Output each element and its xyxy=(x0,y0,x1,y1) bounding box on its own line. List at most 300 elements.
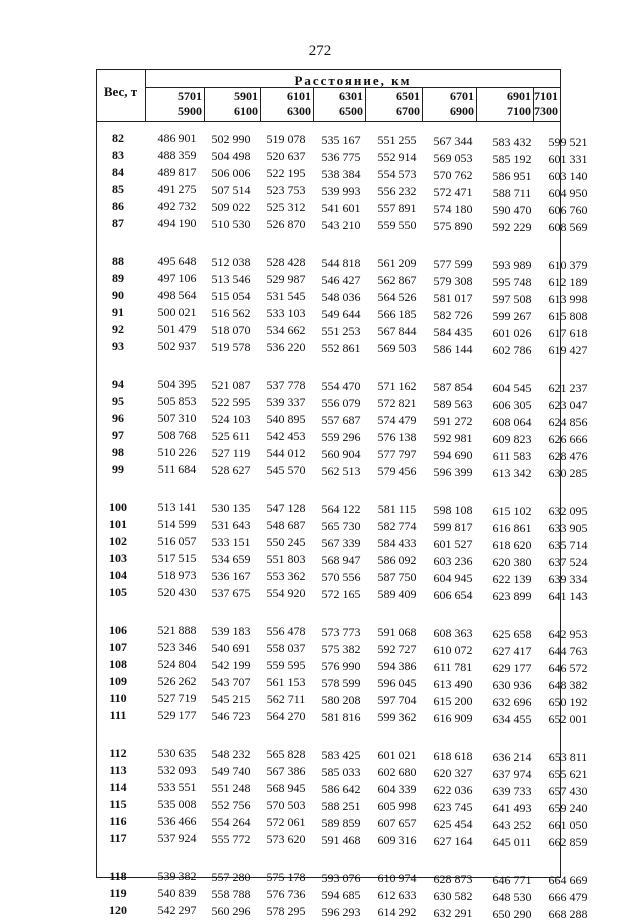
table-cell: 537 924 xyxy=(157,831,197,845)
table-cell: 502 990 xyxy=(211,132,251,146)
table-cell: 615 808 xyxy=(548,309,588,323)
table-cell: 570 556 xyxy=(321,570,361,584)
table-cell: 608 064 xyxy=(492,415,532,429)
table-cell: 489 817 xyxy=(157,165,197,179)
table-cell: 570 503 xyxy=(266,798,306,812)
table-cell: 586 951 xyxy=(492,169,532,183)
table-cell: 552 861 xyxy=(321,341,361,355)
table-cell: 628 476 xyxy=(548,449,588,463)
table-cell: 666 479 xyxy=(548,890,588,904)
table-cell: 570 762 xyxy=(433,168,473,182)
table-cell: 522 595 xyxy=(211,395,251,409)
table-cell: 601 527 xyxy=(433,537,473,551)
table-cell: 646 771 xyxy=(492,873,532,887)
table-cell: 549 740 xyxy=(211,764,251,778)
table-cell: 535 167 xyxy=(321,133,361,147)
table-cell: 532 093 xyxy=(157,763,197,777)
column-range-from: 6501 xyxy=(396,89,420,103)
table-cell: 554 573 xyxy=(377,167,417,181)
table-cell: 596 293 xyxy=(321,905,361,919)
table-cell: 543 707 xyxy=(211,675,251,689)
table-cell: 650 290 xyxy=(492,907,532,921)
table-cell: 529 177 xyxy=(157,708,197,722)
table-cell: 588 711 xyxy=(492,186,532,200)
row-weight: 90 xyxy=(112,288,124,302)
row-weight: 118 xyxy=(109,869,127,883)
table-cell: 553 362 xyxy=(266,569,306,583)
table-cell: 516 562 xyxy=(211,306,251,320)
table-cell: 599 362 xyxy=(377,710,417,724)
table-cell: 668 288 xyxy=(548,907,588,921)
table-cell: 610 974 xyxy=(377,871,417,885)
table-cell: 516 057 xyxy=(157,534,197,548)
table-cell: 554 470 xyxy=(321,379,361,393)
row-weight: 94 xyxy=(112,377,124,391)
table-cell: 606 760 xyxy=(548,203,588,217)
row-weight: 114 xyxy=(109,780,127,794)
table-cell: 588 251 xyxy=(321,799,361,813)
table-cell: 610 379 xyxy=(548,258,588,272)
table-cell: 652 001 xyxy=(548,712,588,726)
table-cell: 609 823 xyxy=(492,432,532,446)
column-range-to: 6100 xyxy=(234,104,258,118)
table-cell: 533 551 xyxy=(157,780,197,794)
table-cell: 523 346 xyxy=(157,640,197,654)
table-cell: 495 648 xyxy=(157,254,197,268)
table-cell: 501 479 xyxy=(157,322,197,336)
table-cell: 581 017 xyxy=(433,291,473,305)
column-range-from: 6701 xyxy=(450,89,474,103)
table-cell: 573 620 xyxy=(266,832,306,846)
table-cell: 597 704 xyxy=(377,693,417,707)
table-cell: 569 503 xyxy=(377,341,417,355)
row-weight: 112 xyxy=(109,746,127,760)
table-cell: 627 164 xyxy=(433,834,473,848)
table-cell: 639 733 xyxy=(492,784,532,798)
row-weight: 113 xyxy=(109,763,127,777)
row-weight: 106 xyxy=(109,623,127,637)
table-cell: 530 135 xyxy=(211,501,251,515)
table-cell: 592 229 xyxy=(492,220,532,234)
table-cell: 580 208 xyxy=(321,693,361,707)
table-cell: 520 430 xyxy=(157,585,197,599)
table-cell: 590 470 xyxy=(492,203,532,217)
table-cell: 615 102 xyxy=(492,504,532,518)
table-cell: 508 768 xyxy=(157,428,197,442)
table-cell: 567 386 xyxy=(266,764,306,778)
table-cell: 504 498 xyxy=(211,149,251,163)
table-cell: 551 255 xyxy=(377,133,417,147)
table-cell: 569 053 xyxy=(433,151,473,165)
table-cell: 518 070 xyxy=(211,323,251,337)
column-divider xyxy=(204,87,205,121)
row-weight: 84 xyxy=(112,165,124,179)
table-cell: 542 297 xyxy=(157,903,197,917)
table-cell: 518 973 xyxy=(157,568,197,582)
table-cell: 572 165 xyxy=(321,587,361,601)
table-cell: 564 270 xyxy=(266,709,306,723)
table-cell: 648 382 xyxy=(548,678,588,692)
table-cell: 548 232 xyxy=(211,747,251,761)
table-cell: 630 582 xyxy=(433,889,473,903)
table-cell: 577 797 xyxy=(377,447,417,461)
table-cell: 662 859 xyxy=(548,835,588,849)
table-cell: 492 732 xyxy=(157,199,197,213)
row-weight: 111 xyxy=(109,708,127,722)
table-cell: 552 756 xyxy=(211,798,251,812)
table-cell: 547 128 xyxy=(266,501,306,515)
table-cell: 626 666 xyxy=(548,432,588,446)
row-weight: 115 xyxy=(109,797,127,811)
table-header-divider xyxy=(96,121,561,122)
table-cell: 633 905 xyxy=(548,521,588,535)
row-weight: 97 xyxy=(112,428,124,442)
table-cell: 602 786 xyxy=(492,343,532,357)
row-weight: 105 xyxy=(109,585,127,599)
table-cell: 587 750 xyxy=(377,570,417,584)
table-cell: 500 021 xyxy=(157,305,197,319)
table-cell: 509 022 xyxy=(211,200,251,214)
table-cell: 545 570 xyxy=(266,463,306,477)
table-cell: 613 490 xyxy=(433,677,473,691)
row-weight: 116 xyxy=(109,814,127,828)
table-cell: 558 788 xyxy=(211,887,251,901)
table-cell: 601 021 xyxy=(377,748,417,762)
table-cell: 571 162 xyxy=(377,379,417,393)
table-cell: 622 036 xyxy=(433,783,473,797)
table-cell: 602 680 xyxy=(377,765,417,779)
table-cell: 507 310 xyxy=(157,411,197,425)
table-cell: 618 620 xyxy=(492,538,532,552)
table-cell: 628 873 xyxy=(433,872,473,886)
table-cell: 561 153 xyxy=(266,675,306,689)
table-cell: 625 658 xyxy=(492,627,532,641)
table-cell: 540 691 xyxy=(211,641,251,655)
table-cell: 581 816 xyxy=(321,710,361,724)
table-cell: 625 454 xyxy=(433,817,473,831)
table-cell: 567 339 xyxy=(321,536,361,550)
table-cell: 632 095 xyxy=(548,504,588,518)
table-cell: 582 726 xyxy=(433,308,473,322)
table-cell: 562 867 xyxy=(377,273,417,287)
column-divider xyxy=(313,87,314,121)
column-range-from: 5701 xyxy=(178,89,202,103)
table-cell: 622 139 xyxy=(492,572,532,586)
table-cell: 601 026 xyxy=(492,326,532,340)
table-cell: 596 045 xyxy=(377,676,417,690)
table-cell: 574 180 xyxy=(433,202,473,216)
table-cell: 604 545 xyxy=(492,381,532,395)
row-weight: 85 xyxy=(112,182,124,196)
table-cell: 521 087 xyxy=(211,378,251,392)
table-cell: 650 192 xyxy=(548,695,588,709)
table-cell: 594 386 xyxy=(377,659,417,673)
table-cell: 572 821 xyxy=(377,396,417,410)
table-cell: 519 078 xyxy=(266,132,306,146)
row-weight: 103 xyxy=(109,551,127,565)
table-cell: 608 363 xyxy=(433,626,473,640)
table-cell: 512 038 xyxy=(211,255,251,269)
table-cell: 506 006 xyxy=(211,166,251,180)
table-cell: 604 950 xyxy=(548,186,588,200)
column-divider xyxy=(476,87,477,121)
row-weight: 110 xyxy=(109,691,127,705)
row-weight: 104 xyxy=(109,568,127,582)
table-cell: 527 719 xyxy=(157,691,197,705)
table-cell: 612 633 xyxy=(377,888,417,902)
table-cell: 624 856 xyxy=(548,415,588,429)
table-cell: 504 395 xyxy=(157,377,197,391)
table-cell: 543 210 xyxy=(321,218,361,232)
column-range-to: 6500 xyxy=(339,104,363,118)
column-divider xyxy=(422,87,423,121)
table-cell: 486 901 xyxy=(157,131,197,145)
table-cell: 557 687 xyxy=(321,413,361,427)
table-cell: 591 272 xyxy=(433,414,473,428)
table-cell: 530 635 xyxy=(157,746,197,760)
column-range-from: 5901 xyxy=(234,89,258,103)
table-cell: 641 143 xyxy=(548,589,588,603)
table-cell: 537 778 xyxy=(266,378,306,392)
table-cell: 613 998 xyxy=(548,292,588,306)
table-cell: 564 122 xyxy=(321,502,361,516)
table-cell: 559 550 xyxy=(377,218,417,232)
table-cell: 604 945 xyxy=(433,571,473,585)
table-cell: 544 818 xyxy=(321,256,361,270)
table-cell: 535 008 xyxy=(157,797,197,811)
table-cell: 491 275 xyxy=(157,182,197,196)
table-cell: 507 514 xyxy=(211,183,251,197)
table-cell: 515 054 xyxy=(211,289,251,303)
table-cell: 560 296 xyxy=(211,904,251,918)
table-cell: 545 215 xyxy=(211,692,251,706)
table-cell: 538 384 xyxy=(321,167,361,181)
table-cell: 653 811 xyxy=(548,750,588,764)
table-cell: 576 990 xyxy=(321,659,361,673)
table-cell: 533 103 xyxy=(266,306,306,320)
table-cell: 521 888 xyxy=(157,623,197,637)
table-cell: 544 012 xyxy=(266,446,306,460)
row-weight: 120 xyxy=(109,903,127,917)
table-cell: 534 659 xyxy=(211,552,251,566)
table-cell: 572 061 xyxy=(266,815,306,829)
table-cell: 541 601 xyxy=(321,201,361,215)
row-weight: 102 xyxy=(109,534,127,548)
table-cell: 620 327 xyxy=(433,766,473,780)
table-cell: 657 430 xyxy=(548,784,588,798)
row-weight: 96 xyxy=(112,411,124,425)
table-cell: 578 295 xyxy=(266,904,306,918)
table-cell: 564 526 xyxy=(377,290,417,304)
table-cell: 635 714 xyxy=(548,538,588,552)
table-cell: 607 657 xyxy=(377,816,417,830)
table-cell: 537 675 xyxy=(211,586,251,600)
table-cell: 524 103 xyxy=(211,412,251,426)
table-cell: 646 572 xyxy=(548,661,588,675)
table-cell: 534 662 xyxy=(266,323,306,337)
table-cell: 619 427 xyxy=(548,343,588,357)
table-cell: 488 359 xyxy=(157,148,197,162)
table-cell: 585 033 xyxy=(321,765,361,779)
row-weight: 86 xyxy=(112,199,124,213)
distance-header: Расстояние, км xyxy=(294,73,412,88)
table-cell: 567 844 xyxy=(377,324,417,338)
table-cell: 559 296 xyxy=(321,430,361,444)
table-cell: 539 382 xyxy=(157,869,197,883)
row-weight: 107 xyxy=(109,640,127,654)
table-cell: 612 189 xyxy=(548,275,588,289)
table-cell: 575 382 xyxy=(321,642,361,656)
table-cell: 502 937 xyxy=(157,339,197,353)
table-cell: 589 409 xyxy=(377,587,417,601)
table-cell: 576 736 xyxy=(266,887,306,901)
column-range-from: 7101 xyxy=(534,89,558,103)
row-weight: 82 xyxy=(112,131,124,145)
table-cell: 554 264 xyxy=(211,815,251,829)
table-cell: 661 050 xyxy=(548,818,588,832)
table-cell: 575 178 xyxy=(266,870,306,884)
table-cell: 557 891 xyxy=(377,201,417,215)
table-cell: 572 471 xyxy=(433,185,473,199)
table-cell: 614 292 xyxy=(377,905,417,919)
table-cell: 623 899 xyxy=(492,589,532,603)
table-cell: 586 642 xyxy=(321,782,361,796)
table-cell: 659 240 xyxy=(548,801,588,815)
table-border-top xyxy=(96,69,561,70)
table-cell: 498 564 xyxy=(157,288,197,302)
table-cell: 556 232 xyxy=(377,184,417,198)
column-range-from: 6301 xyxy=(339,89,363,103)
table-cell: 595 748 xyxy=(492,275,532,289)
table-cell: 558 037 xyxy=(266,641,306,655)
table-cell: 594 690 xyxy=(433,448,473,462)
table-cell: 497 106 xyxy=(157,271,197,285)
table-cell: 599 521 xyxy=(548,135,588,149)
table-cell: 550 245 xyxy=(266,535,306,549)
table-cell: 510 530 xyxy=(211,217,251,231)
table-cell: 546 723 xyxy=(211,709,251,723)
table-cell: 556 079 xyxy=(321,396,361,410)
table-cell: 582 774 xyxy=(377,519,417,533)
table-cell: 531 545 xyxy=(266,289,306,303)
table-cell: 594 685 xyxy=(321,888,361,902)
table-cell: 606 305 xyxy=(492,398,532,412)
row-weight: 119 xyxy=(109,886,127,900)
table-cell: 593 076 xyxy=(321,871,361,885)
table-cell: 568 947 xyxy=(321,553,361,567)
table-cell: 494 190 xyxy=(157,216,197,230)
table-cell: 601 331 xyxy=(548,152,588,166)
table-cell: 585 192 xyxy=(492,152,532,166)
table-cell: 562 513 xyxy=(321,464,361,478)
page-number: 272 xyxy=(308,43,332,59)
table-cell: 536 775 xyxy=(321,150,361,164)
table-cell: 551 248 xyxy=(211,781,251,795)
table-cell: 559 595 xyxy=(266,658,306,672)
table-cell: 548 036 xyxy=(321,290,361,304)
table-cell: 629 177 xyxy=(492,661,532,675)
column-divider xyxy=(365,87,366,121)
table-cell: 548 687 xyxy=(266,518,306,532)
table-cell: 591 468 xyxy=(321,833,361,847)
table-cell: 528 627 xyxy=(211,463,251,477)
table-cell: 606 654 xyxy=(433,588,473,602)
table-cell: 604 339 xyxy=(377,782,417,796)
row-weight: 83 xyxy=(112,148,124,162)
row-weight: 109 xyxy=(109,674,127,688)
table-cell: 621 237 xyxy=(548,381,588,395)
table-cell: 514 599 xyxy=(157,517,197,531)
table-cell: 565 828 xyxy=(266,747,306,761)
table-cell: 566 185 xyxy=(377,307,417,321)
table-cell: 583 425 xyxy=(321,748,361,762)
table-cell: 593 989 xyxy=(492,258,532,272)
table-cell: 610 072 xyxy=(433,643,473,657)
table-cell: 555 772 xyxy=(211,832,251,846)
table-cell: 556 478 xyxy=(266,624,306,638)
table-cell: 616 909 xyxy=(433,711,473,725)
table-cell: 549 644 xyxy=(321,307,361,321)
table-cell: 591 068 xyxy=(377,625,417,639)
table-cell: 618 618 xyxy=(433,749,473,763)
row-weight: 91 xyxy=(112,305,124,319)
table-cell: 576 138 xyxy=(377,430,417,444)
table-cell: 644 763 xyxy=(548,644,588,658)
table-cell: 527 119 xyxy=(211,446,251,460)
table-cell: 517 515 xyxy=(157,551,197,565)
table-cell: 546 427 xyxy=(321,273,361,287)
table-cell: 641 493 xyxy=(492,801,532,815)
table-cell: 525 312 xyxy=(266,200,306,214)
table-cell: 617 618 xyxy=(548,326,588,340)
table-cell: 574 479 xyxy=(377,413,417,427)
table-cell: 584 435 xyxy=(433,325,473,339)
table-cell: 567 344 xyxy=(433,134,473,148)
table-cell: 536 220 xyxy=(266,340,306,354)
table-cell: 586 092 xyxy=(377,553,417,567)
table-cell: 524 804 xyxy=(157,657,197,671)
table-cell: 513 141 xyxy=(157,500,197,514)
table-cell: 505 853 xyxy=(157,394,197,408)
row-weight: 95 xyxy=(112,394,124,408)
table-cell: 639 334 xyxy=(548,572,588,586)
column-range-to: 6300 xyxy=(287,104,311,118)
table-cell: 540 895 xyxy=(266,412,306,426)
table-cell: 636 214 xyxy=(492,750,532,764)
table-cell: 616 861 xyxy=(492,521,532,535)
table-cell: 583 432 xyxy=(492,135,532,149)
row-weight: 101 xyxy=(109,517,127,531)
table-cell: 655 621 xyxy=(548,767,588,781)
table-cell: 526 262 xyxy=(157,674,197,688)
table-cell: 645 011 xyxy=(492,835,532,849)
table-cell: 637 974 xyxy=(492,767,532,781)
table-cell: 615 200 xyxy=(433,694,473,708)
row-weight: 87 xyxy=(112,216,124,230)
table-cell: 589 859 xyxy=(321,816,361,830)
table-cell: 542 199 xyxy=(211,658,251,672)
column-range-to: 7100 xyxy=(507,104,531,118)
table-border-left xyxy=(96,69,97,877)
table-cell: 623 047 xyxy=(548,398,588,412)
table-cell: 632 291 xyxy=(433,906,473,920)
table-cell: 586 144 xyxy=(433,342,473,356)
table-cell: 603 140 xyxy=(548,169,588,183)
table-cell: 643 252 xyxy=(492,818,532,832)
table-cell: 551 253 xyxy=(321,324,361,338)
table-cell: 611 781 xyxy=(433,660,473,674)
table-cell: 557 280 xyxy=(211,870,251,884)
